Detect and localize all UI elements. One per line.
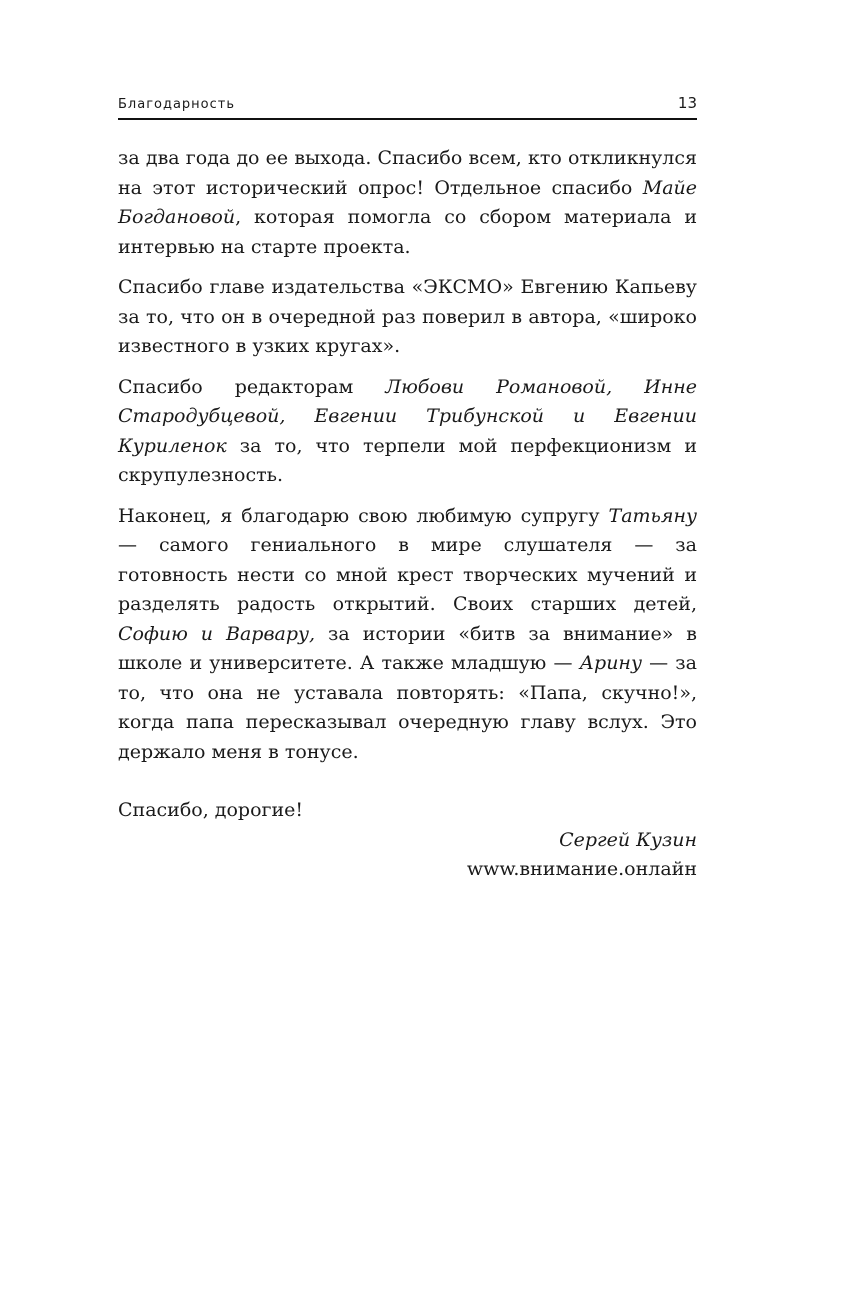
- text-run: — самого гениального в мире слушателя — за готовность нести со мной крест творческих мучений и разделять радость открытий. Своих старших детей,: [118, 534, 697, 615]
- author-name: [118, 826, 697, 856]
- paragraph-2: [118, 273, 697, 362]
- text-run: Наконец, я благодарю свою любимую супругу: [118, 504, 609, 527]
- author-name-text: Сергей Кузин: [559, 828, 697, 851]
- text-run: Спасибо редакторам: [118, 375, 386, 398]
- text-run: Спасибо, дорогие!: [118, 799, 304, 821]
- italic-name: Арину: [579, 652, 642, 674]
- book-page: [118, 90, 697, 885]
- paragraph-4: [118, 502, 697, 768]
- italic-name: Майе Богдановой: [118, 176, 697, 228]
- page-number: 13: [677, 94, 697, 112]
- italic-name: Татьяну: [608, 504, 697, 527]
- text-run: Спасибо главе издательства «ЭКСМО» Евгению Капьеву за то, что он в очередной раз поверил в автора, «широко известного в узких кругах».: [118, 276, 697, 357]
- paragraph-5: [118, 796, 697, 826]
- signature-block: [118, 826, 697, 885]
- header-rule: [118, 118, 697, 120]
- paragraph-3: [118, 373, 697, 491]
- website: www.внимание.онлайн: [466, 858, 697, 880]
- running-header: [118, 90, 697, 112]
- body-text: [118, 144, 697, 826]
- text-run: , которая помогла со сбором материала и интервью на старте проекта.: [118, 206, 697, 258]
- paragraph-1: [118, 144, 697, 262]
- text-run: за то, что терпели мой перфекционизм и скрупулезность.: [118, 434, 697, 486]
- section-title: Благодарность: [118, 97, 236, 112]
- italic-names: Софию и Варвару,: [118, 622, 316, 645]
- text-run: за истории «битв за внимание» в школе и университете. А также младшую —: [118, 622, 697, 674]
- italic-names: Любови Романовой, Инне Стародубцевой, Евгении Трибунской и Евгении Куриленок: [118, 375, 697, 457]
- text-run: — за то, что она не уставала повторять: «Папа, скучно!», когда папа пересказывал очередную главу вслух. Это держало меня в тонусе.: [118, 652, 697, 763]
- text-run: за два года до ее выхода. Спасибо всем, кто откликнулся на этот исторический опрос! Отдельное спасибо: [118, 147, 697, 199]
